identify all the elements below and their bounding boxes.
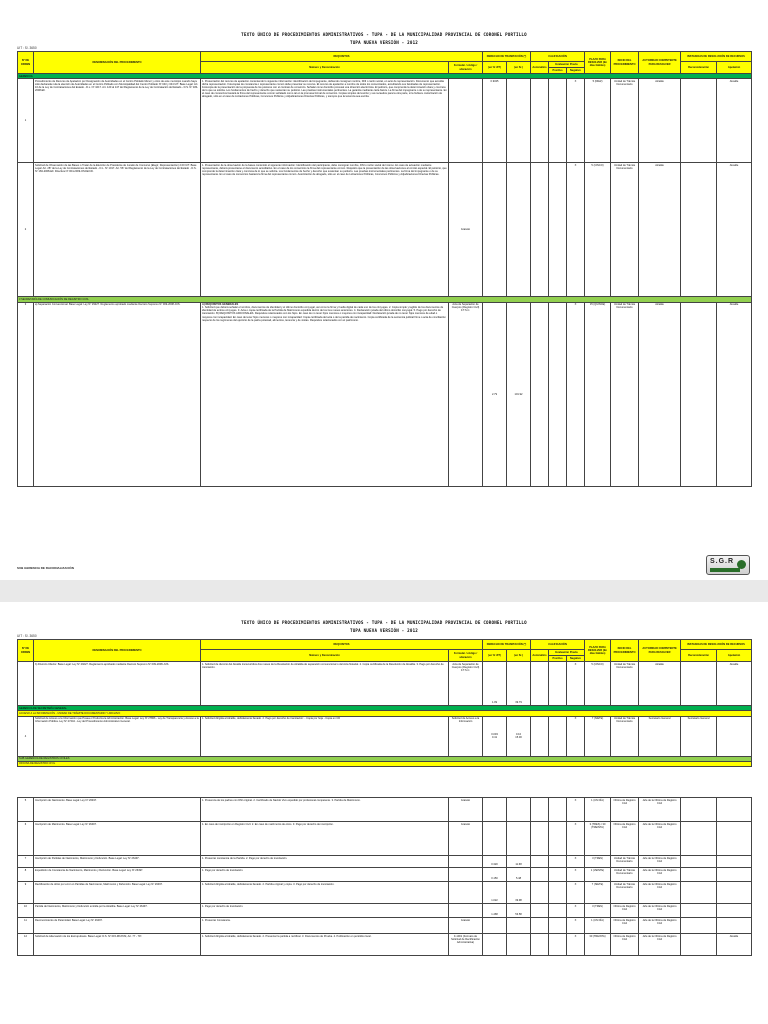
col-reconsideracion: Reconsideración bbox=[681, 650, 717, 662]
row-pct-uit bbox=[483, 822, 507, 856]
col-calificacion: CALIFICACIÓN bbox=[531, 52, 585, 62]
row-soles bbox=[507, 934, 531, 956]
row-denominacion: Reconocimiento de Paternidad. Base Legal: Ley Nº 26497. bbox=[34, 918, 201, 934]
row-formulario bbox=[449, 856, 483, 868]
row-autoridad: Alcalde bbox=[639, 662, 681, 706]
table-row bbox=[18, 882, 752, 904]
row-number: 8 bbox=[18, 868, 34, 882]
col-instancias: INSTANCIAS DE RESOLUCIÓN DE RECURSOS bbox=[681, 52, 752, 62]
row-formulario bbox=[449, 904, 483, 918]
row-reconsideracion bbox=[681, 79, 717, 163]
row-autoridad: Jefe de la Oficina de Registro Civil bbox=[639, 822, 681, 856]
col-automatico: Automático bbox=[531, 650, 549, 662]
row-inicio: Unidad de Trámite Documentario bbox=[611, 662, 639, 706]
row-plazo: 3 (TRES) / 30 (TREINTA) bbox=[585, 822, 611, 856]
col-requisitos: REQUISITOS bbox=[201, 52, 483, 62]
row-inicio: Oficina de Registro Civil bbox=[611, 822, 639, 856]
row-apelacion bbox=[717, 798, 752, 822]
row-positivo bbox=[549, 882, 567, 904]
row-reconsideracion bbox=[681, 662, 717, 706]
row-soles bbox=[507, 822, 531, 856]
row-negativo: X bbox=[567, 798, 585, 822]
row-number: 12 bbox=[18, 934, 34, 956]
row-reconsideracion bbox=[681, 856, 717, 868]
sgr-logo bbox=[706, 555, 750, 575]
row-plazo: 3 (TRES) bbox=[585, 904, 611, 918]
row-denominacion: Solicitud de Adecuación de los Escrupulosos. Base Legal: D.S. Nº 015-98-PCM, Art. 77 - 79º. bbox=[34, 934, 201, 956]
table-row bbox=[18, 868, 752, 882]
row-automatico bbox=[531, 822, 549, 856]
row-autoridad: Alcalde bbox=[639, 302, 681, 486]
row-reconsideracion bbox=[681, 798, 717, 822]
row-pct-uit: 1.09 bbox=[483, 662, 507, 706]
table-row bbox=[18, 662, 752, 706]
col-num-denom: Número y Denominación bbox=[201, 650, 449, 662]
row-plazo: 7 (SIETE) bbox=[585, 882, 611, 904]
row-positivo bbox=[549, 856, 567, 868]
row-denominacion: b) Divorcio Ulterior. Base Legal: Ley Nº 29227. Reglamento aprobado mediante Decreto Supremo Nº 009-2008-JUS. bbox=[34, 662, 201, 706]
row-autoridad: Alcalde bbox=[639, 163, 681, 297]
col-pct-uit: (en % UIT) bbox=[483, 650, 507, 662]
row-inicio: Oficina de Registro Civil bbox=[611, 904, 639, 918]
row-reconsideracion: Secretario General bbox=[681, 716, 717, 756]
logo-text: S.G.R bbox=[710, 558, 735, 565]
col-apelacion: Apelación bbox=[717, 62, 752, 74]
row-soles bbox=[507, 79, 531, 163]
row-number bbox=[18, 662, 34, 706]
uit-value: UIT : S/. 3650 bbox=[17, 46, 37, 50]
row-positivo bbox=[549, 662, 567, 706]
table-row bbox=[18, 934, 752, 956]
row-automatico bbox=[531, 868, 549, 882]
col-formulario: Formular / código / ubicación bbox=[449, 650, 483, 662]
row-autoridad: Jefe de la Oficina de Registro Civil bbox=[639, 918, 681, 934]
row-inicio: Oficina de Registro Civil bbox=[611, 798, 639, 822]
row-number: 3 bbox=[18, 302, 34, 486]
row-apelacion: Alcalde bbox=[717, 302, 752, 486]
row-soles bbox=[507, 798, 531, 822]
row-soles bbox=[507, 918, 531, 934]
row-requisitos: 1. Pago por derecho de tramitación. bbox=[201, 904, 449, 918]
col-positivo: Positivo bbox=[549, 68, 567, 74]
row-formulario: Solicitud de Acceso a la Información bbox=[449, 716, 483, 756]
row-number: 7 bbox=[18, 856, 34, 868]
col-reconsideracion: Reconsideración bbox=[681, 62, 717, 74]
col-evaluacion: Evaluación Previa bbox=[549, 650, 585, 656]
row-soles bbox=[507, 163, 531, 297]
col-formulario: Formular / código / ubicación bbox=[449, 62, 483, 74]
row-soles: 53.58 bbox=[507, 904, 531, 918]
row-apelacion bbox=[717, 882, 752, 904]
row-negativo: X bbox=[567, 79, 585, 163]
col-denominacion: DENOMINACIÓN DEL PROCEDIMIENTO bbox=[34, 640, 201, 662]
requisitos-heading: A) REQUISITOS GENERALES bbox=[202, 303, 239, 307]
document-title: TEXTO ÚNICO DE PROCEDIMIENTOS ADMINISTRATIVOS - TUPA - DE LA MUNICIPALIDAD PROVINCIAL DE CORONEL PORTILLO bbox=[241, 620, 527, 625]
logo-circle bbox=[737, 560, 746, 569]
row-pct-uit bbox=[483, 163, 507, 297]
row-formulario: Gratuito bbox=[449, 918, 483, 934]
col-num: Nº DE ORDEN bbox=[18, 640, 34, 662]
page-separator bbox=[0, 580, 768, 602]
row-denominacion: Procedimiento de Recurso de Apelación por Designación de Autoridades en el Centro Poblado Menor y otros de este municipio cuando haya sido declarada nula la elección de Autoridades en el Centro Poblado con Municipalidad del Centro Poblado Nº 043 y 044 UIT. Base Legal: Art. 10 de la Ley de Contrataciones del Estado - D.L. Nº 1017. Art. 120 al 147 del Reglamento de la Ley de Contratación del Estado - D.S. Nº 184-2008-EF. bbox=[34, 79, 201, 163]
row-number: 11 bbox=[18, 918, 34, 934]
col-instancias: INSTANCIAS DE RESOLUCIÓN DE RECURSOS bbox=[681, 640, 752, 650]
row-inicio: Unidad de Trámite Documentario bbox=[611, 868, 639, 882]
row-formulario bbox=[449, 79, 483, 163]
row-apelacion bbox=[717, 868, 752, 882]
table-row bbox=[18, 716, 752, 756]
col-num-denom: Número y Denominación bbox=[201, 62, 449, 74]
soles-copy-page: 0.10 bbox=[515, 732, 522, 736]
row-positivo bbox=[549, 868, 567, 882]
row-requisitos: 1. Presentar constancia de la Partida. 2. Pago por derecho de tramitación. bbox=[201, 856, 449, 868]
row-positivo bbox=[549, 918, 567, 934]
row-negativo: X bbox=[567, 918, 585, 934]
row-apelacion: Alcalde bbox=[717, 934, 752, 956]
col-inicio: INICIO DEL PROCEDIMIENTO bbox=[611, 52, 639, 74]
row-pct-uit: 0.9325 bbox=[483, 79, 507, 163]
table-row bbox=[18, 856, 752, 868]
row-formulario: Gratuito bbox=[449, 163, 483, 297]
row-requisitos: 1. Solicitud dirigida al Alcalde, debidamente llenado. 2. Presentar la partida a rectificar. 3. Documentos de Prueba. 4. Publicación en periódico local. bbox=[201, 934, 449, 956]
row-plazo: 1 (UN DÍA) bbox=[585, 798, 611, 822]
row-formulario bbox=[449, 882, 483, 904]
row-automatico bbox=[531, 882, 549, 904]
row-soles: 101.92 bbox=[507, 302, 531, 486]
row-negativo: X bbox=[567, 934, 585, 956]
row-requisitos: 1. Pago por derecho de tramitación. bbox=[201, 868, 449, 882]
row-pct-uit: 2.79 bbox=[483, 302, 507, 486]
row-pct-uit: 0.150 bbox=[483, 868, 507, 882]
row-plazo: 3 (TRES) bbox=[585, 856, 611, 868]
row-soles: 39.98 bbox=[507, 882, 531, 904]
row-soles: 39.79 bbox=[507, 662, 531, 706]
row-number: 2 bbox=[18, 163, 34, 297]
row-reconsideracion bbox=[681, 302, 717, 486]
row-formulario: Acta de Separación de Cuerpos (Registro Civil) F.T.S.C. bbox=[449, 662, 483, 706]
section-header: 3 SECRETARÍA DE COMUNICACIÓN DE REGISTRO CIVIL bbox=[18, 297, 752, 302]
tupa-table-page-1 bbox=[17, 51, 752, 487]
row-autoridad: Alcalde bbox=[639, 79, 681, 163]
row-positivo bbox=[549, 302, 567, 486]
row-pct-uit bbox=[483, 918, 507, 934]
row-negativo: X bbox=[567, 856, 585, 868]
row-apelacion bbox=[717, 856, 752, 868]
row-positivo bbox=[549, 716, 567, 756]
table-row bbox=[18, 163, 752, 297]
section-subheader: OFICINA DE REGISTRO CIVIL bbox=[18, 761, 752, 766]
row-automatico bbox=[531, 918, 549, 934]
row-pct-uit: 1.022 bbox=[483, 882, 507, 904]
row-requisitos: 1. Solicitud dirigida al Alcalde, debidamente llenado. 2. Pago por derecho de tramitación: - Copia por hoja - Copia en CD bbox=[201, 716, 449, 756]
document-title: TEXTO ÚNICO DE PROCEDIMIENTOS ADMINISTRATIVOS - TUPA - DE LA MUNICIPALIDAD PROVINCIAL DE CORONEL PORTILLO bbox=[241, 32, 527, 37]
row-positivo bbox=[549, 904, 567, 918]
row-reconsideracion bbox=[681, 882, 717, 904]
row-denominacion: Rectificación de oficio por error en Partidas de Nacimiento, Matrimonio y Defunción. Base Legal: Ley Nº 26497. bbox=[34, 882, 201, 904]
row-denominacion: Inscripción de Nacimiento. Base Legal: Ley Nº 26497. bbox=[34, 798, 201, 822]
row-autoridad: Jefe de la Oficina de Registro Civil bbox=[639, 904, 681, 918]
document-subtitle: TUPA NUEVA VERSIÓN - 2012 bbox=[349, 628, 419, 633]
col-denominacion: DENOMINACIÓN DEL PROCEDIMIENTO bbox=[34, 52, 201, 74]
section-header: GERENCIA DE SECRETARÍA GENERAL bbox=[18, 706, 752, 711]
col-num: Nº DE ORDEN bbox=[18, 52, 34, 74]
col-positivo: Positivo bbox=[549, 656, 567, 662]
col-en-soles: (en S/.) bbox=[507, 650, 531, 662]
row-reconsideracion bbox=[681, 918, 717, 934]
row-requisitos: 1. Presencia de los padres con DNI original. 2. Certificado de Nacido Vivo expedido por profesional competente. 3. Partida de Matrimonio. bbox=[201, 798, 449, 822]
row-denominacion: Expedición de Constancia de Nacimiento, Matrimonio y Defunción. Base Legal: Ley Nº 26497. bbox=[34, 868, 201, 882]
col-autoridad: AUTORIDAD COMPETENTE PARA RESOLVER bbox=[639, 640, 681, 662]
row-denominacion: Solicitud de Observación de las Bases o Tratar de la Elección de Presidente de Jurado de Concurso (Elegir, Representación) 2.00 UIT. Base Legal: Art. 28º de la Ley de Contrataciones del Estado - D.L. Nº 1017. Art. 56º del Reglamento de la Ley de Contrataciones del Estado - D.S. Nº 184-2008-EF. Directiva Nº 004-2009-OSCE/CD. bbox=[34, 163, 201, 297]
row-negativo: X bbox=[567, 302, 585, 486]
row-formulario: Acta de Separación de Cuerpos (Registro Civil) F.T.S.C. bbox=[449, 302, 483, 486]
col-evaluacion: Evaluación Previa bbox=[549, 62, 585, 68]
row-negativo: X bbox=[567, 868, 585, 882]
col-derecho: DERECHO DE TRAMITACIÓN (*) bbox=[483, 52, 531, 62]
row-negativo: X bbox=[567, 662, 585, 706]
row-requisitos: 1. Presentación del recurso de apelación conteniendo lo siguiente información: identificación del impugnante, debiendo consignar nombre, DNI o razón social, en acto de representación. Documento que acredite dicha representación. Fotocopias de constancia o representante común debe presentar su recurso. El recurso de apelación a nombre de todos los consorciados, acreditando sus facultades de representación. Fotocopia de la presentación de la propuesta de los postores con el contrato de consorcio. Señalar como domicilio procesal una dirección electrónica. El petitorio, que comprende la determinación clara y concreta de lo que se solicita. Los fundamentos de hecho y derecho que sustentan su petitorio. Las pruebas instrumentales pertinentes. La garantía mediante carta fianza. La firma del impugnante o de su representante. En el caso de consorcios bastará la firma del representante común señalado como tal en la promesa formal de consorcio. Copias simples del escrito y sus recaudos para la otra parte, si la hubiera. Autorización de abogado, sólo en el caso de Licitaciones Públicas, Concursos Públicos y Adjudicaciones Directas Públicas, y siempre que la tenencia sea escrita. bbox=[201, 79, 449, 163]
row-apelacion bbox=[717, 716, 752, 756]
row-number: 4 bbox=[18, 716, 34, 756]
col-plazo: PLAZO PARA RESOLVER (En días hábiles) bbox=[585, 52, 611, 74]
row-denominacion: Inscripción de Matrimonio. Base Legal: Ley Nº 26497. bbox=[34, 822, 201, 856]
logo-bar bbox=[710, 568, 740, 572]
col-negativo: Negativo bbox=[567, 656, 585, 662]
row-denominacion: a) Separación Convencional. Base Legal: Ley Nº 29227. Reglamento aprobado mediante Decreto Supremo Nº 009-2008-JUS. bbox=[34, 302, 201, 486]
table-row bbox=[18, 798, 752, 822]
row-inicio: Unidad de Trámite Documentario bbox=[611, 163, 639, 297]
row-requisitos: 1. Solicitud de divorcio del Alcalde transcurridos dos meses de la Resolución de Alcaldía de separación convencional o del Acta Notarial. 2. Copia certificada de la Resolución de Alcaldía. 3. Pago por derecho de tramitación. bbox=[201, 662, 449, 706]
row-inicio: Unidad de Trámite Documentario bbox=[611, 856, 639, 868]
row-negativo: X bbox=[567, 882, 585, 904]
tupa-table-registro-civil bbox=[17, 797, 752, 956]
row-denominacion: Inscripción de Partidas de Nacimiento, Matrimonio y Defunción. Base Legal: Ley Nº 26497. bbox=[34, 856, 201, 868]
row-autoridad: Jefe de la Oficina de Registro Civil bbox=[639, 882, 681, 904]
col-inicio: INICIO DEL PROCEDIMIENTO bbox=[611, 640, 639, 662]
row-autoridad: Jefe de la Oficina de Registro Civil bbox=[639, 868, 681, 882]
row-apelacion: Alcalde bbox=[717, 662, 752, 706]
uit-value: UIT : S/. 3650 bbox=[17, 634, 37, 638]
row-inicio: Unidad de Trámite Documentario bbox=[611, 716, 639, 756]
table-row bbox=[18, 918, 752, 934]
row-plazo: 5 (CINCO) bbox=[585, 662, 611, 706]
requisitos-text: 1. Solicitud que deberá señalar el nombre, documentos de identidad y el último domicilio conyugal, así como la firma y huella digital de cada uno de los cónyuges. 2. Copia simple y legible de los documentos de identidad de ambos cónyuges. 3. Acta o copia certificada de la Partida de Matrimonio expedida dentro de los tres meses anteriores. 4. Declaración jurada del último domicilio conyugal. 5. Pago por derecho de tramitación. B) REQUISITOS ADICIONALES. Requisitos relacionados con los hijos. En caso de no tener hijos menores o mayores con incapacidad: Declaración jurada de no tener hijos menores de edad o mayores con incapacidad. En caso de tener hijos menores o mayores con incapacidad: Copia certificada del acta o de la partida de nacimiento. Copia certificada de la sentencia judicial firme o acta de conciliación respecto de los regímenes del ejercicio de la patria potestad, alimentos, tenencia y de visitas. Requisitos relacionados con el patrimonio. bbox=[202, 306, 446, 322]
row-formulario: Gratuito bbox=[449, 822, 483, 856]
row-plazo: 1 (VEINTE) bbox=[585, 868, 611, 882]
row-negativo: X bbox=[567, 716, 585, 756]
table-row bbox=[18, 302, 752, 486]
row-plazo: 1 (UN DÍA) bbox=[585, 918, 611, 934]
row-formulario bbox=[449, 868, 483, 882]
row-negativo: X bbox=[567, 163, 585, 297]
row-formulario: Gratuito bbox=[449, 798, 483, 822]
row-negativo: X bbox=[567, 822, 585, 856]
row-plazo: 7 (SIETE) bbox=[585, 716, 611, 756]
section-header: SUB GERENCIA DE REGISTROS CIVILES bbox=[18, 756, 752, 761]
row-number: 5 bbox=[18, 798, 34, 822]
row-requisitos: 1. En caso de inscripción en Registro Civil. 2. En caso de matrimonio de otros. 3. Pago por derecho de inscripción. bbox=[201, 822, 449, 856]
row-inicio: Unidad de Trámite Documentario bbox=[611, 302, 639, 486]
row-requisitos: 1. Presentar Constancia. bbox=[201, 918, 449, 934]
col-autoridad: AUTORIDAD COMPETENTE PARA RESOLVER bbox=[639, 52, 681, 74]
row-negativo: X bbox=[567, 904, 585, 918]
row-number: 10 bbox=[18, 904, 34, 918]
col-plazo: PLAZO PARA RESOLVER (En días hábiles) bbox=[585, 640, 611, 662]
col-derecho: DERECHO DE TRAMITACIÓN (*) bbox=[483, 640, 531, 650]
document-page-2 bbox=[0, 602, 768, 1024]
row-apelacion: Alcalde bbox=[717, 79, 752, 163]
row-automatico bbox=[531, 662, 549, 706]
row-pct-uit bbox=[483, 798, 507, 822]
table-row bbox=[18, 79, 752, 163]
row-plazo: 30 (TREINTA) bbox=[585, 934, 611, 956]
row-automatico bbox=[531, 716, 549, 756]
pct-copy-page: 0.003 bbox=[491, 732, 498, 736]
col-en-soles: (en S/.) bbox=[507, 62, 531, 74]
row-automatico bbox=[531, 302, 549, 486]
row-plazo: 15 (QUINCE) bbox=[585, 302, 611, 486]
row-formulario: F-1001 (Formato de Solicitud de Rectificación Administrativa) bbox=[449, 934, 483, 956]
col-apelacion: Apelación bbox=[717, 650, 752, 662]
row-number: 1 bbox=[18, 79, 34, 163]
table-row bbox=[18, 904, 752, 918]
row-denominacion: Solicitud de Acceso a la Información que Posea o Produzca la Administración. Base Legal: Ley Nº 27806 - Ley de Transparencia y Acceso a la Información Pública. Ley Nº 27444 - Ley del Procedimiento Administrativo General. bbox=[34, 716, 201, 756]
row-pct-uit bbox=[483, 716, 507, 756]
row-reconsideracion bbox=[681, 822, 717, 856]
row-autoridad: Jefe de la Oficina de Registro Civil bbox=[639, 798, 681, 822]
col-negativo: Negativo bbox=[567, 68, 585, 74]
row-denominacion: Partida de Nacimiento, Matrimonio y Defunción emitida por la Alcaldía. Base Legal: Ley Nº 26497. bbox=[34, 904, 201, 918]
row-reconsideracion bbox=[681, 934, 717, 956]
col-automatico: Automático bbox=[531, 62, 549, 74]
row-apelacion bbox=[717, 822, 752, 856]
row-positivo bbox=[549, 79, 567, 163]
table-row bbox=[18, 822, 752, 856]
row-apelacion: Alcalde bbox=[717, 163, 752, 297]
row-apelacion bbox=[717, 918, 752, 934]
row-autoridad: Secretario General bbox=[639, 716, 681, 756]
row-pct-uit: 0.320 bbox=[483, 856, 507, 868]
row-autoridad: Jefe de la Oficina de Registro Civil bbox=[639, 856, 681, 868]
row-number: 9 bbox=[18, 882, 34, 904]
pct-copy-cd: 0.41 bbox=[491, 736, 498, 740]
col-calificacion: CALIFICACIÓN bbox=[531, 640, 585, 650]
row-automatico bbox=[531, 163, 549, 297]
row-inicio: Unidad de Trámite Documentario bbox=[611, 79, 639, 163]
row-plazo: 5 (CINCO) bbox=[585, 163, 611, 297]
section-header: GERENCIA bbox=[18, 74, 752, 79]
row-inicio: Unidad de Trámite Documentario bbox=[611, 882, 639, 904]
row-autoridad: Jefe de la Oficina de Registro Civil bbox=[639, 934, 681, 956]
soles-copy-cd: 15.00 bbox=[515, 736, 522, 740]
row-inicio: Oficina de Registro Civil bbox=[611, 934, 639, 956]
row-apelacion bbox=[717, 904, 752, 918]
row-reconsideracion bbox=[681, 868, 717, 882]
row-automatico bbox=[531, 904, 549, 918]
row-positivo bbox=[549, 798, 567, 822]
row-automatico bbox=[531, 856, 549, 868]
section-subheader: ACCESO A LA INFORMACIÓN - UNIDAD DE TRÁMITE DOCUMENTARIO Y ARCHIVO bbox=[18, 711, 752, 716]
row-automatico bbox=[531, 798, 549, 822]
col-requisitos: REQUISITOS bbox=[201, 640, 483, 650]
row-requisitos bbox=[201, 302, 449, 486]
row-automatico bbox=[531, 79, 549, 163]
row-plazo: 5 (DIEZ) bbox=[585, 79, 611, 163]
row-reconsideracion bbox=[681, 163, 717, 297]
row-inicio: Oficina de Registro Civil bbox=[611, 918, 639, 934]
row-pct-uit: 1.468 bbox=[483, 904, 507, 918]
row-positivo bbox=[549, 934, 567, 956]
col-pct-uit: (en % UIT) bbox=[483, 62, 507, 74]
row-automatico bbox=[531, 934, 549, 956]
row-requisitos: 1. Solicitud dirigida al Alcalde, debidamente llenado. 2. Partida original y copia. 3. Pago por derecho de tramitación. bbox=[201, 882, 449, 904]
row-soles: 5.48 bbox=[507, 868, 531, 882]
row-pct-uit bbox=[483, 934, 507, 956]
row-soles bbox=[507, 716, 531, 756]
row-number: 6 bbox=[18, 822, 34, 856]
row-positivo bbox=[549, 163, 567, 297]
row-positivo bbox=[549, 822, 567, 856]
document-subtitle: TUPA NUEVA VERSIÓN - 2012 bbox=[349, 40, 419, 45]
tupa-table-page-2 bbox=[17, 639, 752, 767]
row-reconsideracion bbox=[681, 904, 717, 918]
footer-department: SUB GERENCIA DE RACIONALIZACIÓN bbox=[17, 566, 74, 570]
row-soles: 11.68 bbox=[507, 856, 531, 868]
row-requisitos: 1. Presentación de la observación de la bases contenido el siguiente información: Identificación del participante, debe consignar nombre, DNI o razón social del mismo. En caso de actuación mediante representante, deberá presentarse el documento acreditativo. En el caso de los consorcios la firma del representante común. Requisito que la presentación de las observaciones al comité especial. El petitorio, que comprende la determinación clara y concreta de lo que se solicita. Los fundamentos de hecho y derecho que sustentan su petitorio. Las pruebas instrumentales pertinentes. La firma del impugnante o de su representante. En el caso de consorcios bastará la firma del representante común. Autorización de abogado, sólo en el caso de Licitaciones Públicas, Concursos Públicos y Adjudicaciones Directas Públicas. bbox=[201, 163, 449, 297]
